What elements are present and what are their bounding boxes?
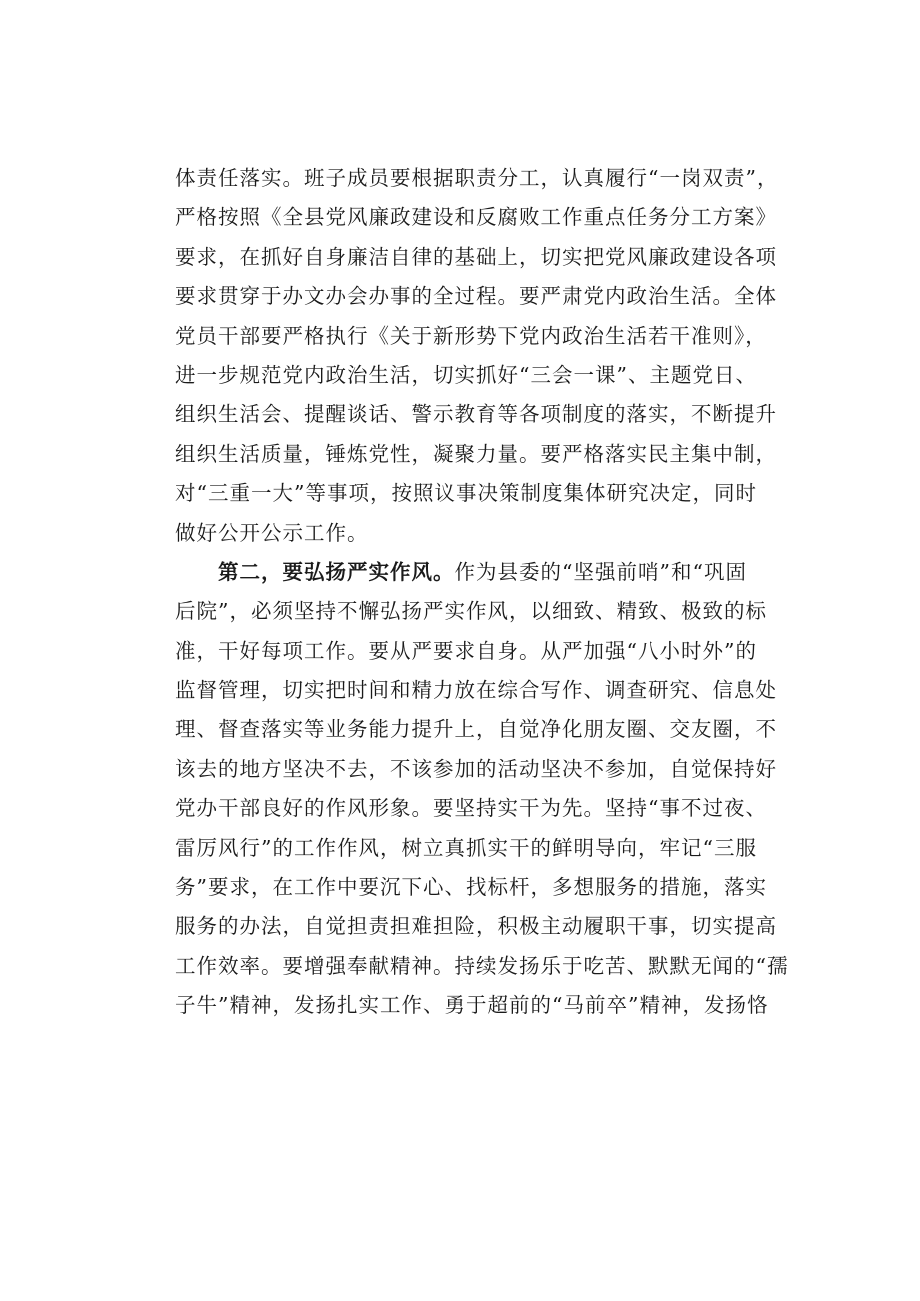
paragraph-heading: 第二，要弘扬严实作风。 (218, 559, 455, 584)
paragraph-line: 准，干好每项工作。要从严要求自身。从严加强“八小时外”的 (175, 638, 757, 663)
document-body (175, 159, 805, 1026)
paragraph-first-line-text: 作为县委的“坚强前哨”和“巩固 (454, 559, 747, 584)
paragraph-line: 体责任落实。班子成员要根据职责分工，认真履行“一岗双责”， (175, 166, 779, 190)
paragraph-2 (175, 553, 805, 1026)
paragraph-1 (175, 159, 805, 553)
paragraph-line: 理、督查落实等业务能力提升上，自觉净化朋友圈、交友圈，不 (175, 717, 777, 742)
paragraph-line: 对“三重一大”等事项，按照议事决策制度集体研究决定，同时 (175, 481, 757, 506)
paragraph-line: 组织生活质量，锤炼党性，凝聚力量。要严格落实民主集中制， (175, 441, 777, 466)
paragraph-line: 要求贯穿于办文办会办事的全过程。要严肃党内政治生活。全体 (175, 284, 777, 309)
paragraph-line: 要求，在抓好自身廉洁自律的基础上，切实把党风廉政建设各项 (175, 244, 777, 269)
paragraph-line: 做好公开公示工作。 (175, 520, 369, 545)
paragraph-first-line (175, 553, 805, 592)
paragraph-line: 工作效率。要增强奉献精神。持续发扬乐于吃苦、默默无闻的“孺 (175, 953, 789, 978)
paragraph-line: 严格按照《全县党风廉政建设和反腐败工作重点任务分工方案》 (175, 205, 777, 230)
paragraph-line: 子牛”精神，发扬扎实工作、勇于超前的“马前卒”精神，发扬恪 (175, 993, 769, 1018)
paragraph-line: 务”要求，在工作中要沉下心、找标杆，多想服务的措施，落实 (175, 875, 767, 900)
paragraph-line: 组织生活会、提醒谈话、警示教育等各项制度的落实，不断提升 (175, 402, 777, 427)
paragraph-line: 监督管理，切实把时间和精力放在综合写作、调查研究、信息处 (175, 678, 777, 703)
paragraph-line: 该去的地方坚决不去，不该参加的活动坚决不参加，自觉保持好 (175, 756, 777, 781)
paragraph-line: 后院”，必须坚持不懈弘扬严实作风，以细致、精致、极致的标 (175, 599, 767, 624)
paragraph-line: 雷厉风行”的工作作风，树立真抓实干的鲜明导向，牢记“三服 (175, 835, 757, 860)
paragraph-line: 服务的办法，自觉担责担难担险，积极主动履职干事，切实提高 (175, 914, 777, 939)
paragraph-line: 党办干部良好的作风形象。要坚持实干为先。坚持“事不过夜、 (175, 796, 767, 821)
paragraph-line: 党员干部要严格执行《关于新形势下党内政治生活若干准则》， (175, 323, 767, 348)
paragraph-line: 进一步规范党内政治生活，切实抓好“三会一课”、主题党日、 (175, 362, 757, 387)
